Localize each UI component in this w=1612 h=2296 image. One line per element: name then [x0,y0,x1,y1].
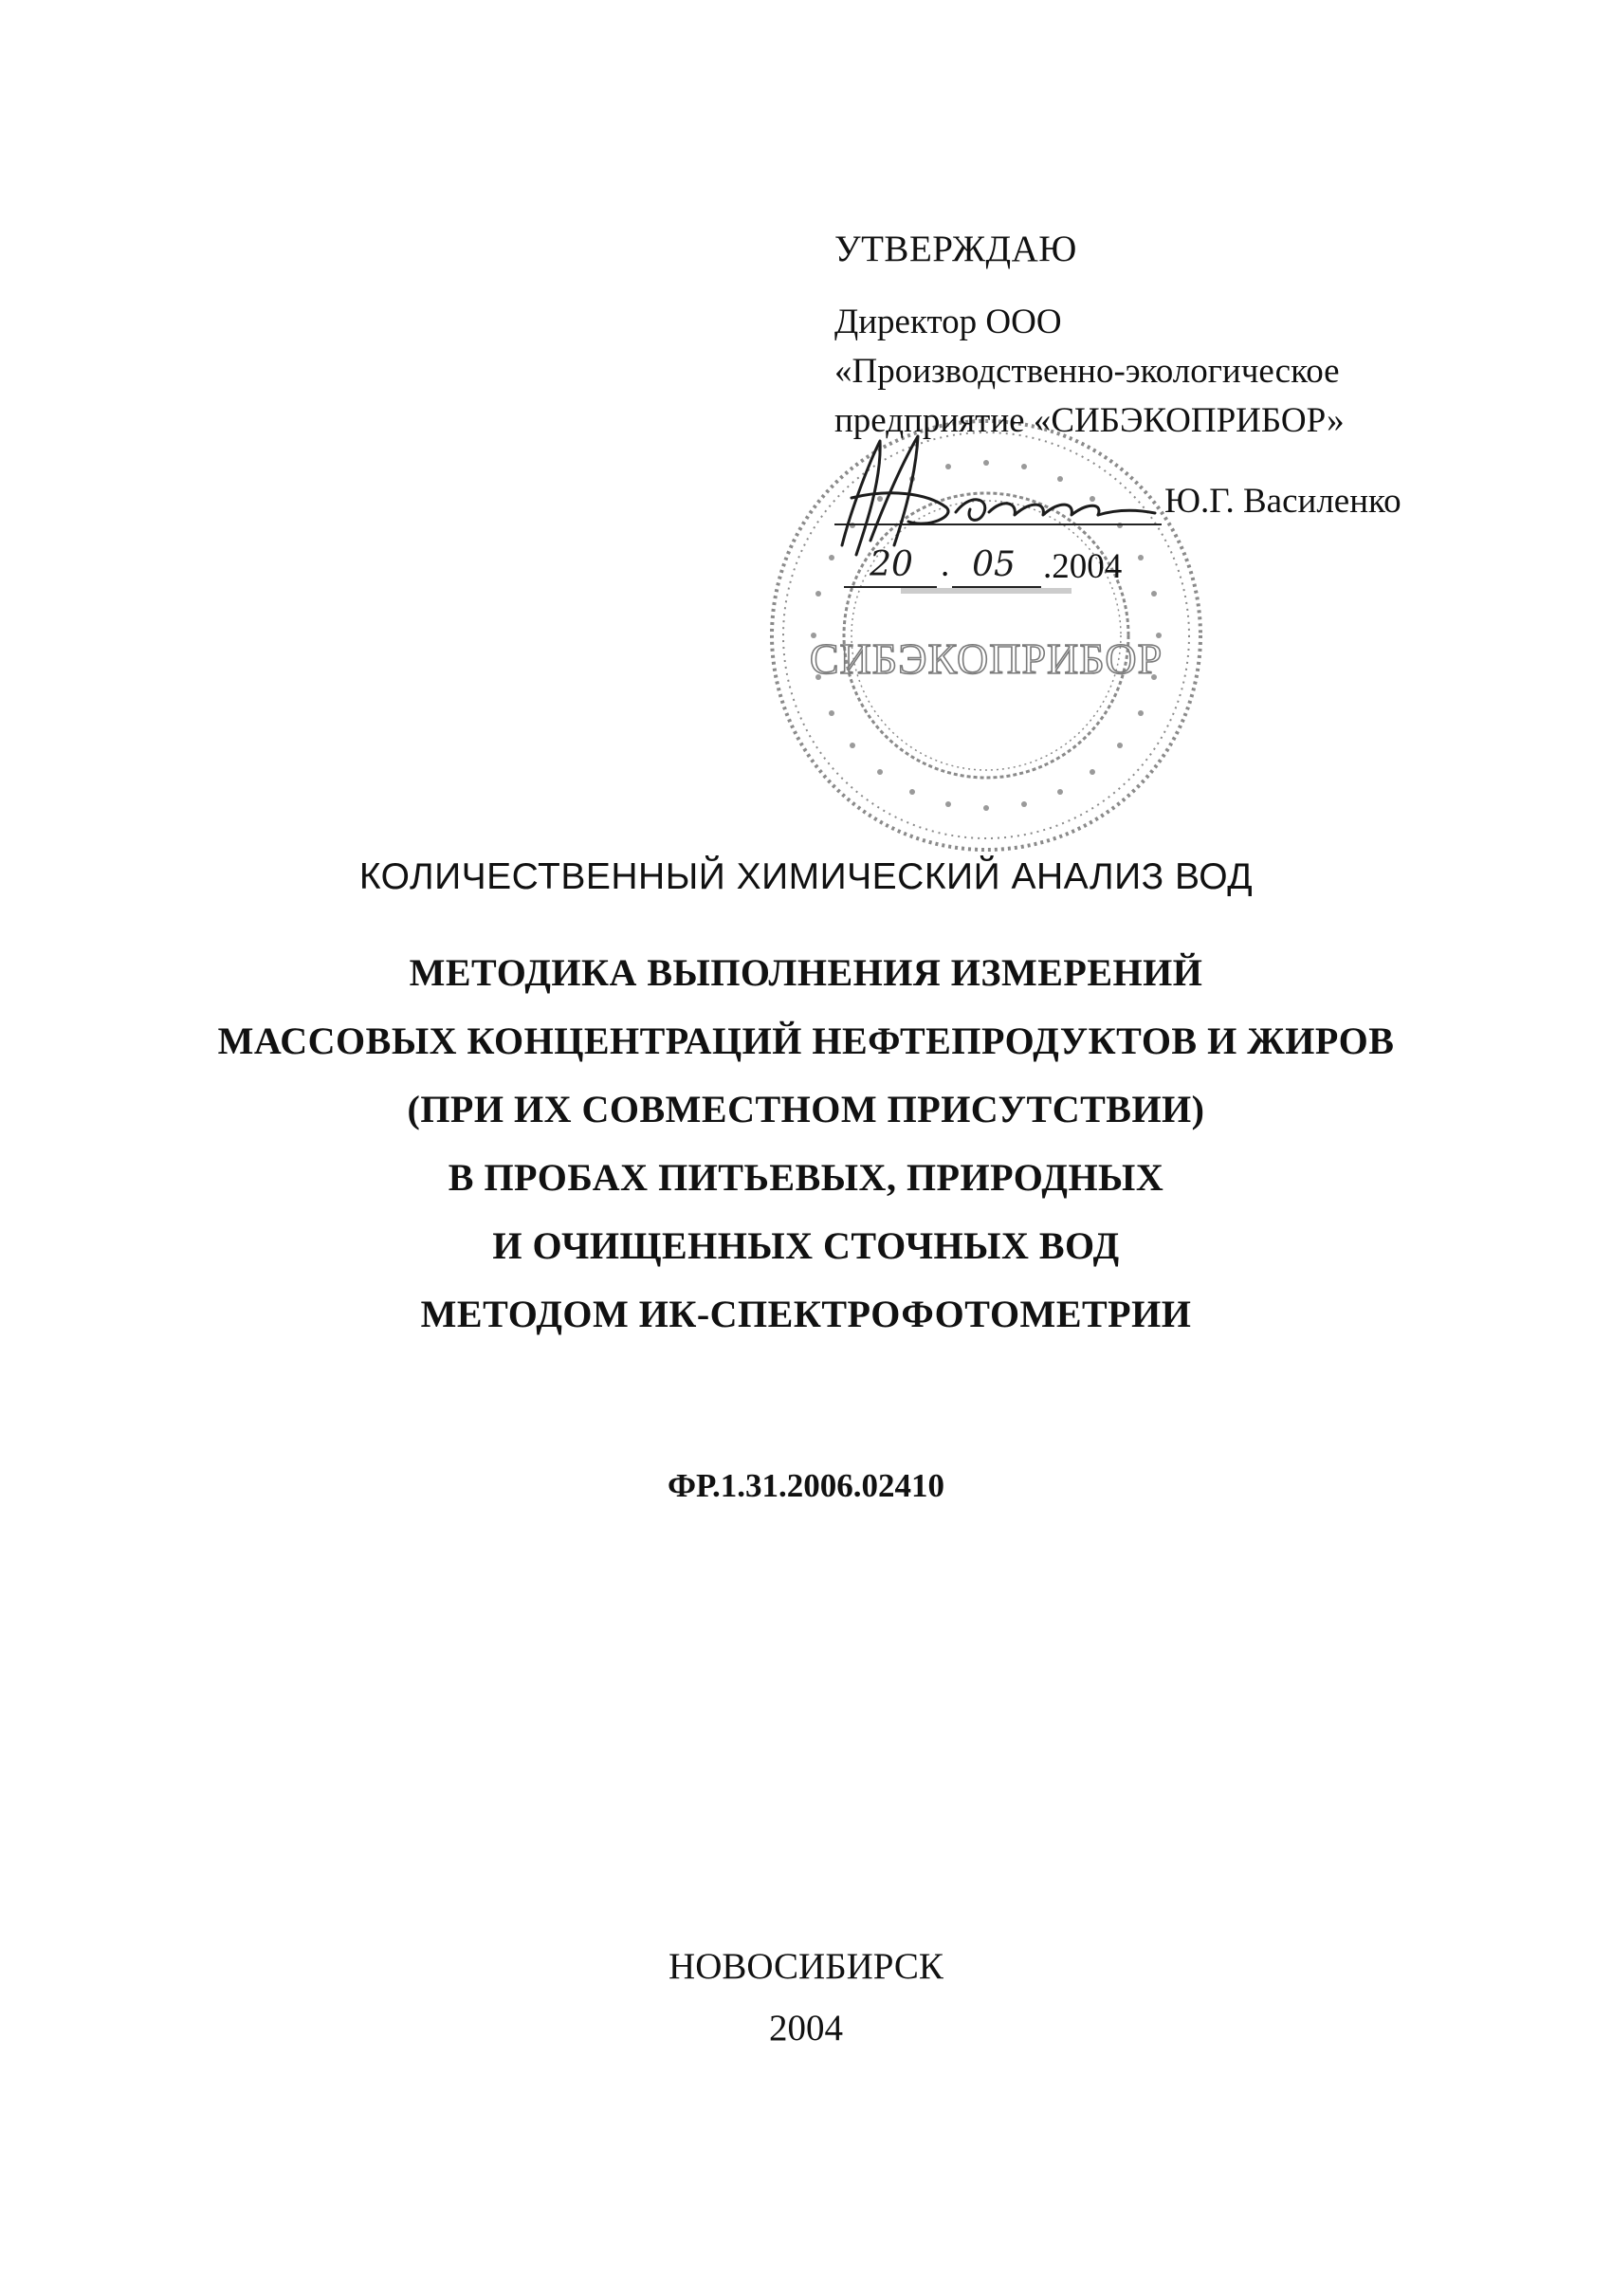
handwritten-signature [814,422,1193,564]
date-day: 20 [870,545,913,584]
document-title [0,939,1612,1349]
seal-center-text: СИБЭКОПРИБОР [809,634,1163,683]
title-line-4: В ПРОБАХ ПИТЬЕВЫХ, ПРИРОДНЫХ [448,1156,1164,1199]
approve-heading: УТВЕРЖДАЮ [834,229,1077,269]
director-line-2: «Производственно-экологическое [834,352,1340,391]
date-year: .2004 [1043,547,1123,586]
date-separator: . [941,545,950,584]
date-month-blank [952,586,1041,588]
publication-year: 2004 [769,2008,843,2048]
title-line-5: И ОЧИЩЕННЫХ СТОЧНЫХ ВОД [492,1224,1120,1267]
approval-block [834,228,1441,586]
city: НОВОСИБИРСК [669,1946,943,1987]
title-line-6: МЕТОДОМ ИК-СПЕКТРОФОТОМЕТРИИ [420,1293,1192,1335]
director-line-3: предприятие «СИБЭКОПРИБОР» [834,401,1345,440]
title-line-2: МАССОВЫХ КОНЦЕНТРАЦИЙ НЕФТЕПРОДУКТОВ И ЖИРОВ [217,1019,1395,1062]
analysis-category: КОЛИЧЕСТВЕННЫЙ ХИМИЧЕСКИЙ АНАЛИЗ ВОД [358,856,1254,897]
title-line-3: (ПРИ ИХ СОВМЕСТНОМ ПРИСУТСТВИИ) [407,1088,1205,1130]
document-code: ФР.1.31.2006.02410 [667,1467,945,1504]
date-month: 05 [972,545,1016,584]
date-day-blank [844,586,937,588]
director-line-1: Директор ООО [834,303,1062,341]
title-line-1: МЕТОДИКА ВЫПОЛНЕНИЯ ИЗМЕРЕНИЙ [409,951,1203,994]
signer-name: Ю.Г. Василенко [1164,482,1401,521]
